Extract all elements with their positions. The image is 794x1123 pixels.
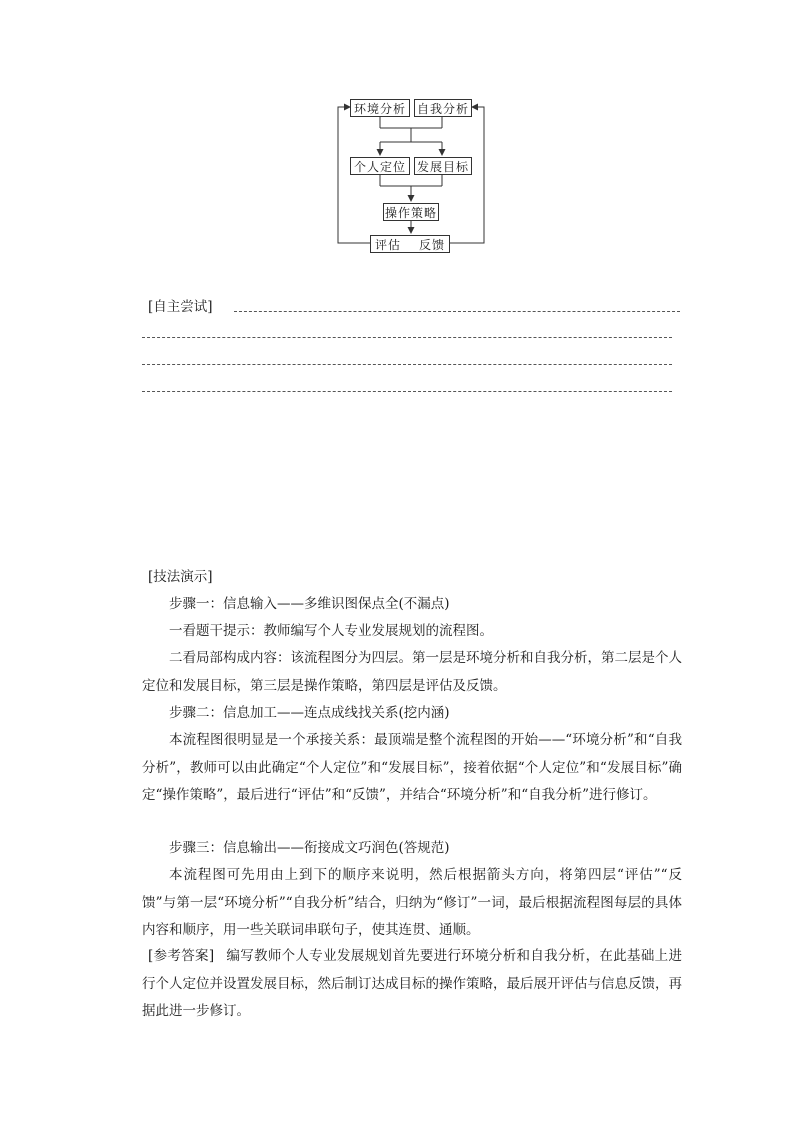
box-positioning: 个人定位 <box>350 157 410 175</box>
self-try-label: [自主尝试] <box>148 299 213 315</box>
box-eval-feedback <box>370 235 450 253</box>
label-evaluate: 评估 <box>375 238 402 252</box>
answer-line-4[interactable] <box>142 391 672 392</box>
label-feedback: 反馈 <box>419 238 446 252</box>
box-self-analysis: 自我分析 <box>414 99 472 117</box>
technique-heading: [技法演示] <box>148 569 213 585</box>
step3-body: 本流程图可先用由上到下的顺序来说明，然后根据箭头方向，将第四层“评估”“反馈”与第一层“环境分析”“自我分析”结合，归纳为“修订”一词，最后根据流程图每层的具体内容和顺序，用一些关联词串联句子，使其连贯、通顺。 <box>142 867 682 938</box>
step2-body: 本流程图很明显是一个承接关系：最顶端是整个流程图的开始——“环境分析”和“自我分析”，教师可以由此确定“个人定位”和“发展目标”，接着依据“个人定位”和“发展目标”确定“操作策略”，最后进行“评估”和“反馈”，并结合“环境分析”和“自我分析”进行修订。 <box>142 732 682 803</box>
answer-label: [参考答案] <box>148 948 215 964</box>
box-strategy: 操作策略 <box>383 203 439 221</box>
look1-text: 一看题干提示：教师编写个人专业发展规划的流程图。 <box>169 623 493 639</box>
answer-line-1[interactable] <box>234 311 680 312</box>
step1-heading: 步骤一：信息输入——多维识图保点全(不漏点) <box>169 596 450 612</box>
box-goals: 发展目标 <box>414 157 472 175</box>
answer-line-2[interactable] <box>142 337 672 338</box>
step2-heading: 步骤二：信息加工——连点成线找关系(挖内涵) <box>169 705 450 721</box>
answer-line-3[interactable] <box>142 364 672 365</box>
box-env-analysis: 环境分析 <box>350 99 410 117</box>
flowchart-connectors <box>0 0 794 300</box>
step3-heading: 步骤三：信息输出——衔接成文巧润色(答规范) <box>169 840 450 856</box>
look2-text: 二看局部构成内容：该流程图分为四层。第一层是环境分析和自我分析，第二层是个人定位和发展目标，第三层是操作策略，第四层是评估及反馈。 <box>142 650 682 694</box>
answer-body: 编写教师个人专业发展规划首先要进行环境分析和自我分析，在此基础上进行个人定位并设置发展目标，然后制订达成目标的操作策略，最后展开评估与信息反馈，再据此进一步修订。 <box>142 948 682 1019</box>
reference-answer <box>142 943 682 1026</box>
